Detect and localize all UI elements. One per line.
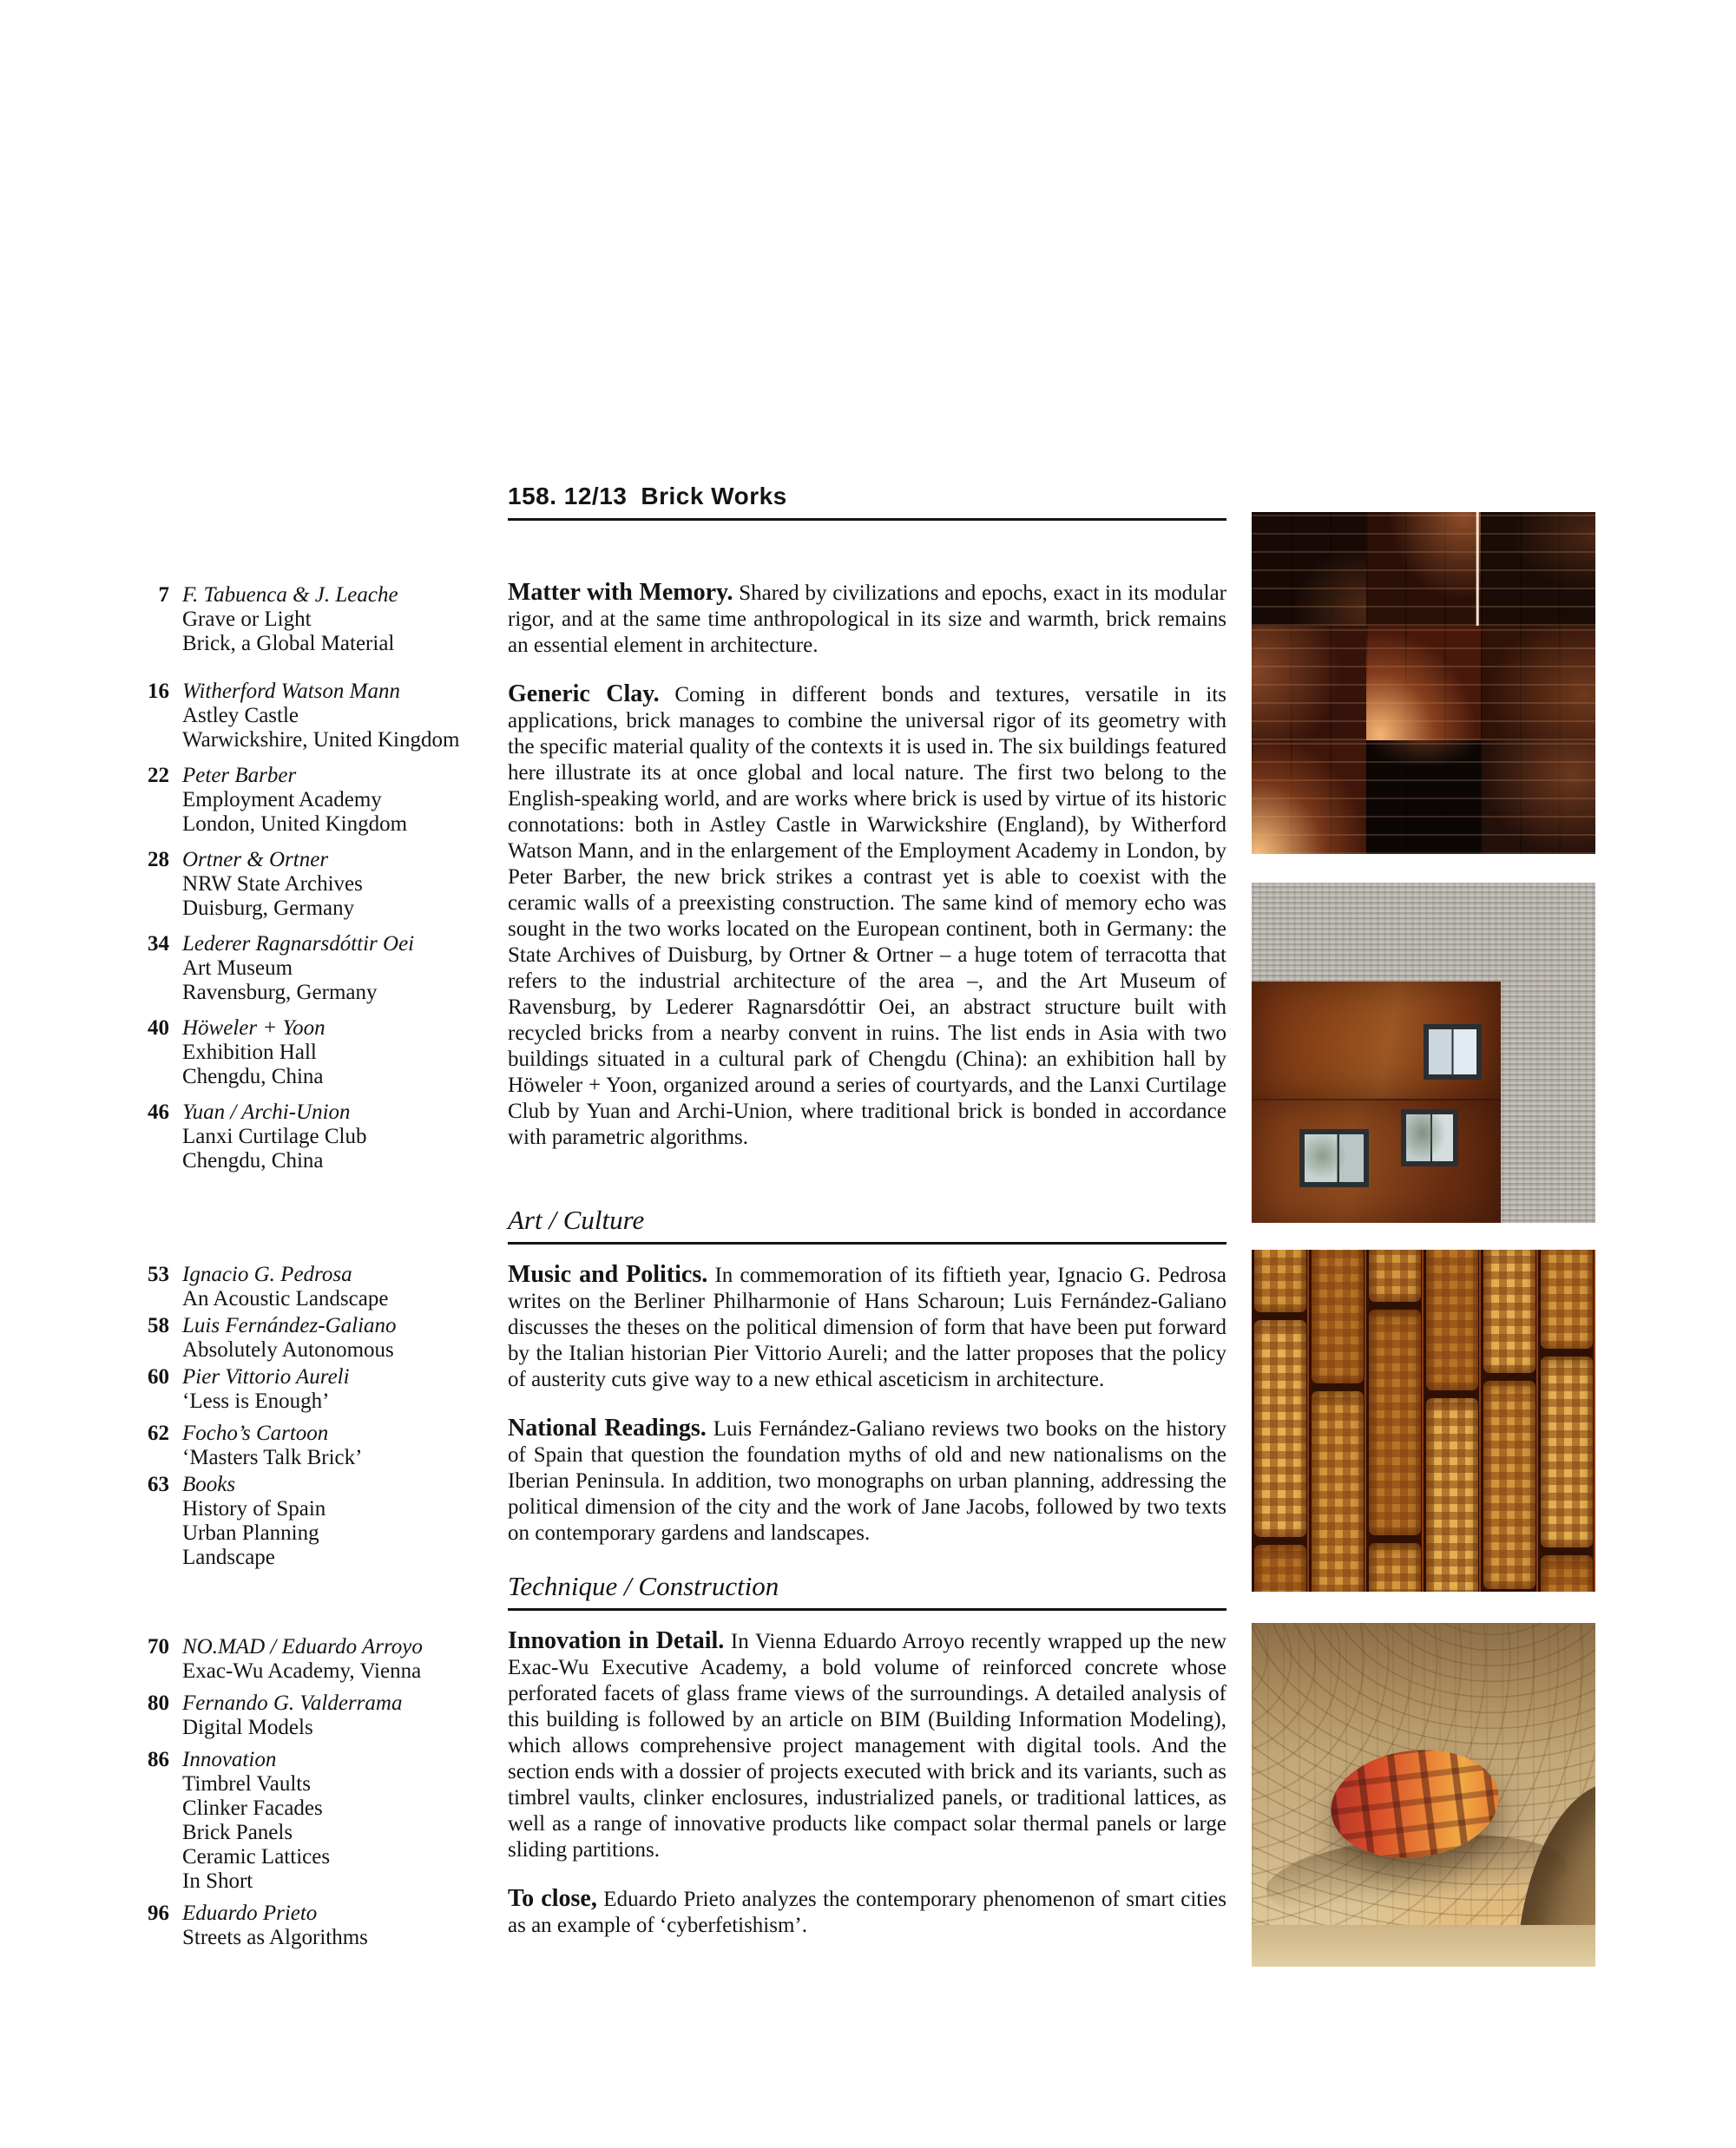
toc-page-number: 62 <box>148 1422 169 1445</box>
lattice-panel <box>1541 1555 1593 1592</box>
paragraph-lead: Innovation in Detail. <box>508 1627 725 1654</box>
lattice-column <box>1312 1250 1364 1592</box>
toc-page-number: 22 <box>148 764 169 787</box>
brick-panel <box>1366 626 1481 739</box>
lattice-panel <box>1369 1310 1421 1535</box>
brick-panel <box>1481 626 1595 739</box>
lattice-column <box>1426 1250 1478 1592</box>
lattice-panel <box>1254 1545 1306 1592</box>
paragraph-text: Shared by civilizations and epochs, exact in its modular rigor, and at the same time anthropological in its size and warmth, brick remains an essential element in architecture. <box>508 581 1227 657</box>
toc-author: Lederer Ragnarsdóttir Oei <box>182 932 415 956</box>
toc-entry <box>130 583 505 656</box>
section-heading: Art / Culture <box>508 1205 1226 1245</box>
toc-line: Art Museum <box>182 956 293 980</box>
issue-title: Brick Works <box>641 483 787 509</box>
toc-line: History of Spain <box>182 1497 326 1521</box>
lattice-column <box>1483 1250 1535 1592</box>
toc-line: Exhibition Hall <box>182 1041 317 1064</box>
toc-line: An Acoustic Landscape <box>182 1287 389 1310</box>
photo-golden-brick-lattice <box>1252 1250 1595 1592</box>
toc-entry-body <box>182 1100 505 1173</box>
lattice-column <box>1254 1250 1306 1592</box>
toc-line: Brick Panels <box>182 1821 293 1844</box>
section-technique-construction <box>508 1571 1226 1939</box>
toc-entry-body <box>182 1314 505 1363</box>
toc-page-number: 86 <box>148 1748 169 1771</box>
paragraph-text: Eduardo Prieto analyzes the contemporary phenomenon of smart cities as an example of ‘cyberfetishism’. <box>508 1888 1227 1937</box>
toc-line: Clinker Facades <box>182 1797 323 1820</box>
toc-page-number: 16 <box>148 680 169 703</box>
toc-line: Duisburg, Germany <box>182 897 355 920</box>
paragraph-lead: Music and Politics. <box>508 1261 708 1288</box>
brick-panel <box>1252 626 1366 739</box>
toc-entry-body <box>182 764 505 837</box>
facade-window <box>1401 1109 1457 1167</box>
paragraph-lead: Matter with Memory. <box>508 579 733 606</box>
paragraph-text: In commemoration of its fiftieth year, Ignacio G. Pedrosa writes on the Berliner Philharmonie of Hans Scharoun; Luis Fernández-Galiano discusses the theses on the political dimension of form that have been put forward by the Italian historian Pier Vittorio Aureli; and the latter proposes that the policy of austerity cuts give way to a new ethical asceticism in architecture. <box>508 1264 1227 1391</box>
toc-line: Landscape <box>182 1546 275 1569</box>
lattice-panel <box>1483 1250 1535 1373</box>
summary-paragraph <box>508 1886 1226 1939</box>
facade-window <box>1424 1024 1482 1081</box>
toc-page-number: 46 <box>148 1100 169 1124</box>
summary-paragraph <box>508 1416 1226 1547</box>
brick-panel <box>1252 512 1366 626</box>
vault-floor <box>1252 1925 1595 1967</box>
paragraph-text: In Vienna Eduardo Arroyo recently wrapped up the new Exac-Wu Executive Academy, a bold volume of reinforced concrete whose perforated facets of glass frame views of the surroundings. A detailed analysis of this building is followed by an article on BIM (Building Information Modeling), which allows comprehensive project management with digital tools. And the section ends with a dossier of projects executed with brick and its variants, such as timbrel vaults, clinker enclosures, industrialized panels, or traditional lattices, as well as a range of innovative products like compact solar thermal panels or large sliding partitions. <box>508 1630 1226 1862</box>
lattice-panel <box>1312 1250 1364 1383</box>
issue-header <box>508 483 1226 521</box>
toc-entry <box>130 1422 505 1470</box>
section-heading: Technique / Construction <box>508 1571 1226 1611</box>
toc-entry <box>130 680 505 752</box>
lattice-column <box>1369 1250 1421 1592</box>
toc-entry-body <box>182 583 505 656</box>
corten-volume-lower <box>1252 1099 1501 1223</box>
toc-art-culture <box>130 1263 505 1573</box>
photo-brick-vault-oculus <box>1252 1623 1595 1967</box>
toc-author: Pier Vittorio Aureli <box>182 1365 350 1389</box>
toc-entry-body <box>182 848 505 921</box>
brick-panel <box>1481 512 1595 626</box>
lattice-panel <box>1426 1398 1478 1592</box>
toc-author: NO.MAD / Eduardo Arroyo <box>182 1635 423 1659</box>
toc-line: ‘Less is Enough’ <box>182 1389 330 1413</box>
toc-entry-body <box>182 680 505 752</box>
toc-entry <box>130 1365 505 1414</box>
paragraph-text: Luis Fernández-Galiano reviews two books on the history of Spain that question the foundation myths of old and new nationalisms on the Iberian Peninsula. In addition, two monographs on urban planning, addressing the political dimension of the city and the work of Jane Jacobs, followed by two texts on contemporary gardens and landscapes. <box>508 1417 1226 1545</box>
toc-line: Urban Planning <box>182 1521 319 1545</box>
toc-line: Grave or Light <box>182 608 312 631</box>
toc-page-number: 58 <box>148 1314 169 1337</box>
toc-line: London, United Kingdom <box>182 812 408 836</box>
lattice-panel <box>1312 1391 1364 1592</box>
toc-line: Ceramic Lattices <box>182 1845 331 1869</box>
toc-entry-body <box>182 1748 505 1894</box>
toc-entry <box>130 1263 505 1311</box>
paragraph-lead: National Readings. <box>508 1415 707 1442</box>
toc-author: Books <box>182 1473 236 1496</box>
summary-paragraph <box>508 1262 1226 1393</box>
paragraph-lead: To close, <box>508 1885 597 1912</box>
photo-brick-checkerboard-panels <box>1252 512 1595 854</box>
lattice-panel <box>1254 1250 1306 1312</box>
toc-author: Innovation <box>182 1748 277 1771</box>
toc-author: Höweler + Yoon <box>182 1016 326 1040</box>
summary-paragraph <box>508 580 1226 659</box>
brick-panel <box>1252 740 1366 854</box>
toc-entry <box>130 1314 505 1363</box>
toc-line: NRW State Archives <box>182 872 363 896</box>
toc-author: Ortner & Ortner <box>182 848 329 871</box>
toc-projects <box>130 583 505 1185</box>
toc-entry <box>130 1691 505 1740</box>
photo-grey-brick-corten-facade <box>1252 883 1595 1223</box>
paragraph-text: Coming in different bonds and textures, versatile in its applications, brick manages to combine the universal rigor of its geometry with the specific material quality of the contexts it is used in. The six buildings featured here illustrate its at once global and local nature. The first two belong to the English-speaking world, and are works where brick is used by virtue of its historic connotations: both in Astley Castle in Warwickshire (England), by Witherford Watson Mann, and in the enlargement of the Employment Academy in London, by Peter Barber, the new brick strikes a contrast yet is able to coexist with the ceramic walls of a preexisting construction. The same kind of memory echo was sought in the two works located on the European continent, both in Germany: the State Archives of Duisburg, by Ortner & Ortner – a huge totem of terracotta that refers to the industrial architecture of the area –, and the Art Museum of Ravensburg, by Lederer Ragnarsdóttir Oei, an abstract structure built with recycled bricks from a nearby convent in ruins. The list ends in Asia with two buildings situated in a cultural park of Chengdu (China): an exhibition hall by Höweler + Yoon, organized around a series of courtyards, and the Lanxi Curtilage Club by Yuan and Archi-Union, where traditional brick is bonded in accordance with parametric algorithms. <box>508 683 1226 1149</box>
toc-author: Peter Barber <box>182 764 297 787</box>
toc-page-number: 53 <box>148 1263 169 1286</box>
toc-line: Lanxi Curtilage Club <box>182 1125 367 1148</box>
toc-page-number: 40 <box>148 1016 169 1040</box>
toc-line: Ravensburg, Germany <box>182 981 378 1004</box>
summary-paragraph <box>508 1628 1226 1863</box>
brick-panel <box>1366 512 1481 626</box>
toc-page-number: 80 <box>148 1691 169 1715</box>
toc-entry <box>130 764 505 837</box>
lattice-column <box>1541 1250 1593 1592</box>
toc-entry <box>130 848 505 921</box>
brick-panel <box>1366 740 1481 854</box>
toc-page-number: 60 <box>148 1365 169 1389</box>
lattice-panel <box>1483 1381 1535 1589</box>
toc-entry-body <box>182 1422 505 1470</box>
lattice-panel <box>1541 1356 1593 1547</box>
toc-entry-body <box>182 1365 505 1414</box>
toc-page-number: 63 <box>148 1473 169 1496</box>
toc-technique <box>130 1635 505 1958</box>
facade-window <box>1299 1129 1368 1187</box>
brick-panel-grid <box>1252 512 1595 854</box>
brick-panel <box>1481 740 1595 854</box>
toc-entry-body <box>182 1263 505 1311</box>
toc-author: Witherford Watson Mann <box>182 680 400 703</box>
toc-entry-body <box>182 1473 505 1570</box>
toc-line: ‘Masters Talk Brick’ <box>182 1446 363 1469</box>
intro-summaries <box>508 580 1226 1151</box>
toc-entry <box>130 1016 505 1089</box>
toc-line: Employment Academy <box>182 788 382 811</box>
toc-line: In Short <box>182 1869 253 1893</box>
toc-author: F. Tabuenca & J. Leache <box>182 583 398 607</box>
summary-paragraph <box>508 681 1226 1151</box>
toc-entry-body <box>182 1691 505 1740</box>
toc-entry-body <box>182 932 505 1005</box>
toc-entry <box>130 1902 505 1950</box>
issue-number: 158. 12/13 <box>508 483 628 509</box>
toc-entry-body <box>182 1016 505 1089</box>
toc-line: Timbrel Vaults <box>182 1772 311 1796</box>
toc-page-number: 28 <box>148 848 169 871</box>
toc-author: Ignacio G. Pedrosa <box>182 1263 352 1286</box>
toc-author: Yuan / Archi-Union <box>182 1100 351 1124</box>
toc-entry <box>130 1473 505 1570</box>
lattice-panel <box>1369 1250 1421 1302</box>
toc-line: Astley Castle <box>182 704 299 727</box>
section-art-culture <box>508 1205 1226 1547</box>
toc-line: Warwickshire, United Kingdom <box>182 728 460 752</box>
toc-page-number: 70 <box>148 1635 169 1659</box>
toc-author: Fernando G. Valderrama <box>182 1691 403 1715</box>
toc-page-number: 96 <box>148 1902 169 1925</box>
toc-line: Absolutely Autonomous <box>182 1338 394 1362</box>
toc-author: Focho’s Cartoon <box>182 1422 329 1445</box>
toc-author: Luis Fernández-Galiano <box>182 1314 397 1337</box>
toc-line: Chengdu, China <box>182 1065 324 1088</box>
toc-page-number: 34 <box>148 932 169 956</box>
toc-entry <box>130 932 505 1005</box>
toc-line: Streets as Algorithms <box>182 1926 368 1949</box>
paragraph-lead: Generic Clay. <box>508 680 660 707</box>
toc-author: Eduardo Prieto <box>182 1902 318 1925</box>
toc-entry <box>130 1748 505 1894</box>
lattice-panel <box>1254 1320 1306 1537</box>
toc-entry-body <box>182 1902 505 1950</box>
toc-line: Digital Models <box>182 1716 313 1739</box>
toc-line: Brick, a Global Material <box>182 632 395 655</box>
toc-entry <box>130 1100 505 1173</box>
lattice-panel <box>1541 1250 1593 1349</box>
toc-line: Chengdu, China <box>182 1149 324 1173</box>
toc-entry-body <box>182 1635 505 1684</box>
lattice-panel <box>1426 1250 1478 1390</box>
lattice-panel <box>1369 1543 1421 1592</box>
toc-entry <box>130 1635 505 1684</box>
toc-page-number: 7 <box>158 583 169 607</box>
toc-line: Exac-Wu Academy, Vienna <box>182 1659 422 1683</box>
